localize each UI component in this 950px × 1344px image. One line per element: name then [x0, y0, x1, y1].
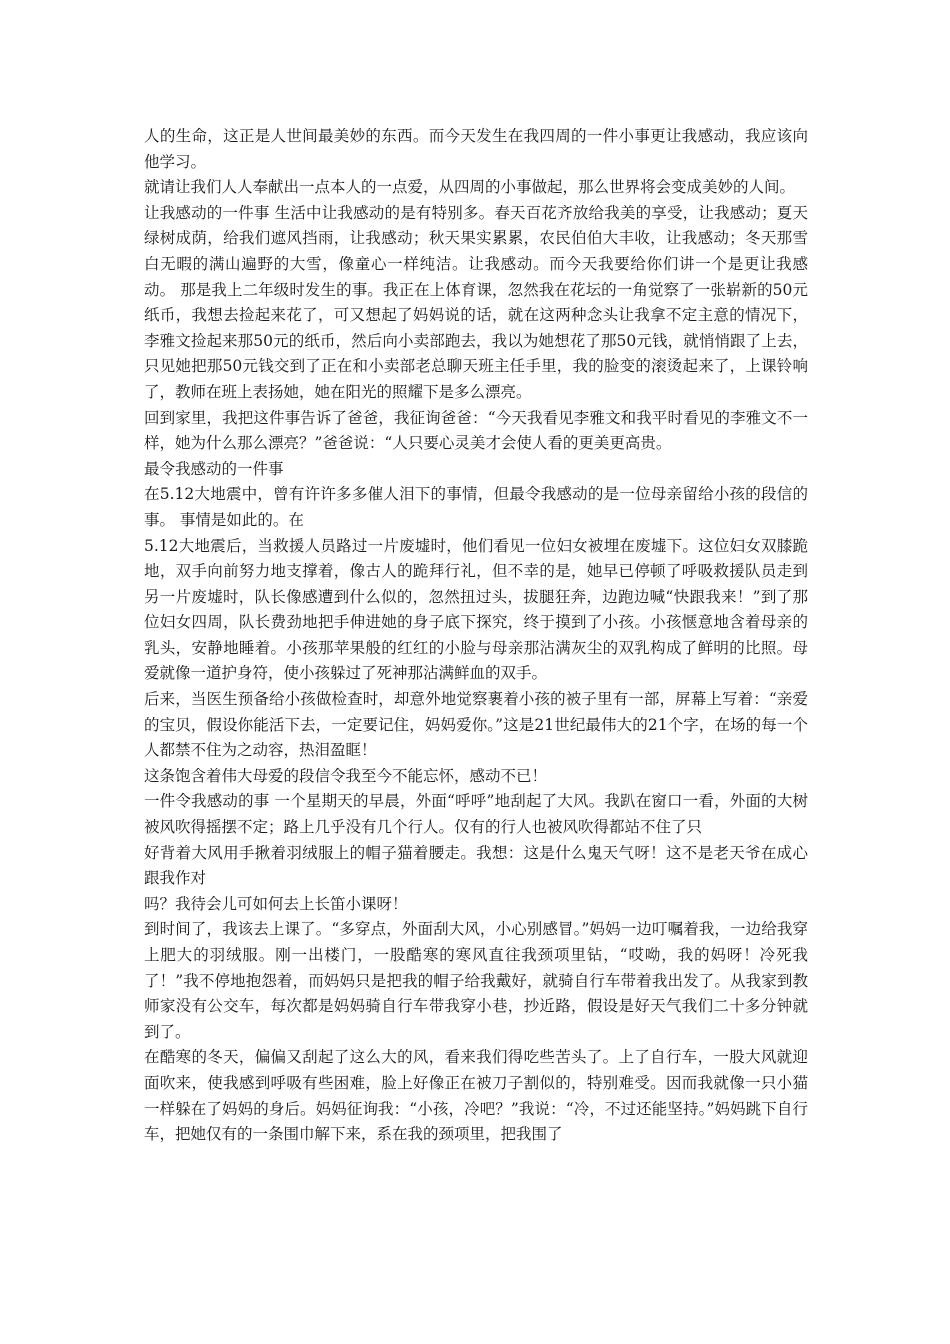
- paragraph: 好背着大风用手揪着羽绒服上的帽子猫着腰走。我想：这是什么鬼天气呀！这不是老天爷在成心跟我作对: [144, 843, 808, 888]
- paragraph: 在5.12大地震中，曾有许许多多催人泪下的事情，但最令我感动的是一位母亲留给小孩的段信的事。 事情是如此的。在: [144, 485, 808, 529]
- paragraph: 这条饱含着伟大母爱的段信令我至今不能忘怀，感动不已！: [144, 766, 548, 785]
- section-heading: 最令我感动的一件事: [144, 459, 284, 478]
- paragraph: 在酷寒的冬天，偏偏又刮起了这么大的风，看来我们得吃些苦头了。上了自行车，一股大风就迎面吹来，使我感到呼吸有些困难，脸上好像正在被刀子割似的，特别难受。因而我就像一只小猫一样躲在了妈妈的身后。妈妈征询我：“小孩，冷吧？”我说：“冷，不过还能坚持。”妈妈跳下自行车，把她仅有的一条围巾解下来，系在我的颈项里，把我围了: [144, 1048, 808, 1144]
- paragraph: 一件令我感动的事 一个星期天的早晨，外面“呼呼”地刮起了大风。我趴在窗口一看，外面的大树被风吹得摇摆不定；路上几乎没有几个行人。仅有的行人也被风吹得都站不住了只: [144, 792, 808, 837]
- paragraph: 到时间了，我该去上课了。“多穿点，外面刮大风，小心别感冒。”妈妈一边叮嘱着我，一边给我穿上肥大的羽绒服。刚一出楼门，一股酷寒的寒风直往我颈项里钻，“哎呦，我的妈呀！冷死我了！”我不停地抱怨着，而妈妈只是把我的帽子给我戴好，就骑自行车带着我出发了。从我家到教师家没有公交车，每次都是妈妈骑自行车带我穿小巷，抄近路，假设是好天气我们二十多分钟就到了。: [144, 920, 808, 1041]
- document-body: [144, 124, 808, 1148]
- paragraph: 5.12大地震后，当救援人员路过一片废墟时，他们看见一位妇女被埋在废墟下。这位妇女双膝跪地，双手向前努力地支撑着，像古人的跪拜行礼，但不幸的是，她早已停顿了呼吸救援队员走到另一片废墟时，队长像感遭到什么似的，忽然扭过头，拔腿狂奔，边跑边喊“快跟我来！”到了那位妇女四周，队长费劲地把手伸进她的身子底下探究，终于摸到了小孩。小孩惬意地含着母亲的乳头，安静地睡着。小孩那苹果般的红红的小脸与母亲那沾满灰尘的双乳构成了鲜明的比照。母爱就像一道护身符，使小孩躲过了死神那沾满鲜血的双手。: [144, 536, 808, 683]
- paragraph: 回到家里，我把这件事告诉了爸爸，我征询爸爸：“今天我看见李雅文和我平时看见的李雅文不一样，她为什么那么漂亮？”爸爸说：“人只要心灵美才会使人看的更美更高贵。: [144, 408, 808, 453]
- paragraph: 后来，当医生预备给小孩做检查时，却意外地觉察裹着小孩的被子里有一部，屏幕上写着：“亲爱的宝贝，假设你能活下去，一定要记住，妈妈爱你。”这是21世纪最伟大的21个字，在场的每一个人都禁不住为之动容，热泪盈眶！: [144, 690, 808, 760]
- paragraph: 就请让我们人人奉献出一点本人的一点爱，从四周的小事做起，那么世界将会变成美妙的人间。: [144, 178, 796, 197]
- paragraph: 吗？我待会儿可如何去上长笛小课呀！: [144, 894, 408, 913]
- paragraph: 人的生命，这正是人世间最美妙的东西。而今天发生在我四周的一件小事更让我感动，我应该向他学习。: [144, 127, 808, 171]
- paragraph: 让我感动的一件事 生活中让我感动的是有特别多。春天百花齐放给我美的享受，让我感动；夏天绿树成荫，给我们遮风挡雨，让我感动；秋天果实累累，农民伯伯大丰收，让我感动；冬天那雪白无暇的满山遍野的大雪，像童心一样纯洁。让我感动。而今天我要给你们讲一个是更让我感动。 那是我上二年级时发生的事。我正在上体育课，忽然我在花坛的一角觉察了一张崭新的50元纸币，我想去捡起来花了，可又想起了妈妈说的话，就在这两种念头让我拿不定主意的情况下，李雅文捡起来那50元的纸币，然后向小卖部跑去，我以为她想花了那50元钱，就悄悄跟了上去，只见她把那50元钱交到了正在和小卖部老总聊天班主任手里，我的脸变的滚烫起来了，上课铃响了，教师在班上表扬她，她在阳光的照耀下是多么漂亮。: [144, 203, 808, 401]
